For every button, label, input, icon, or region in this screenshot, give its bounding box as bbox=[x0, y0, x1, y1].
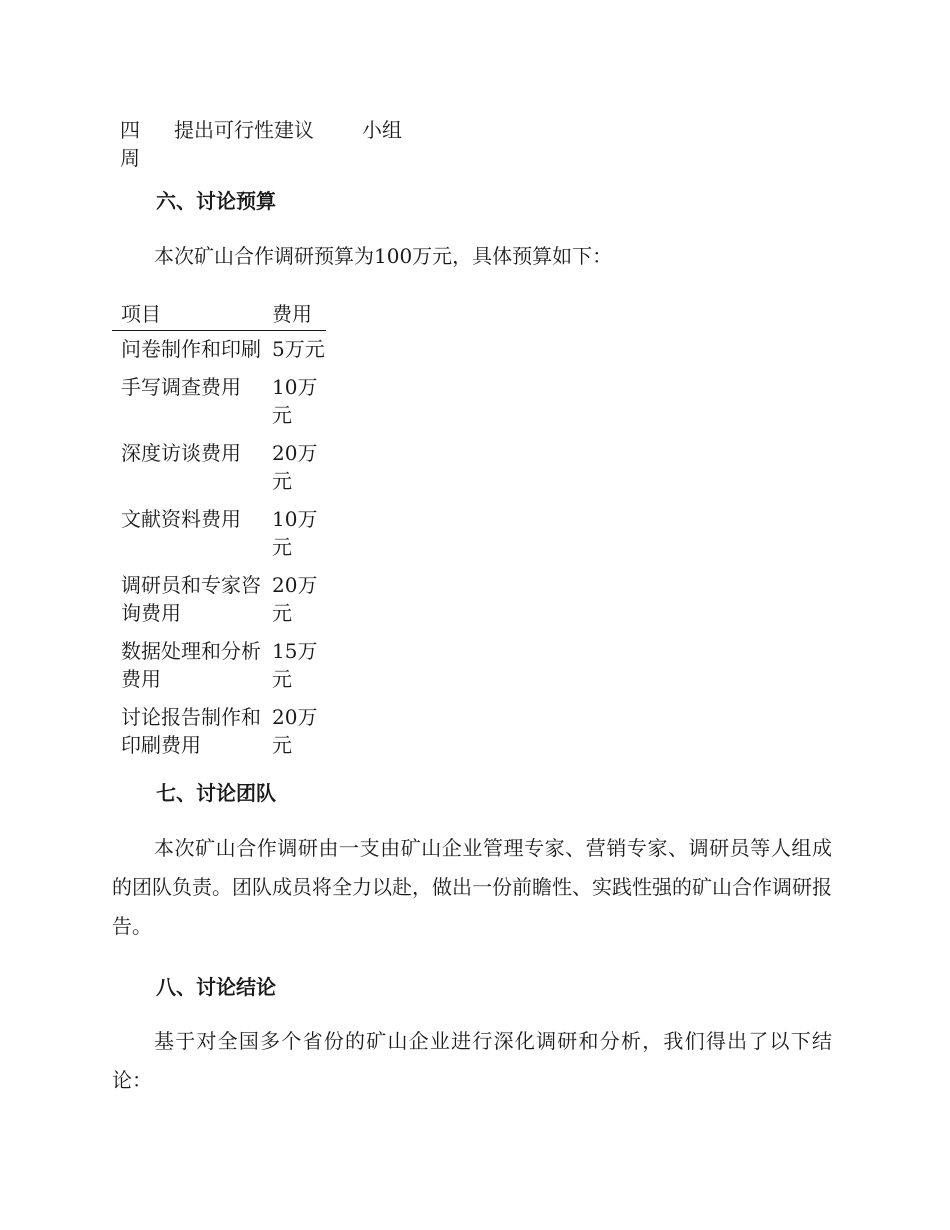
budget-fee: 20万元 bbox=[272, 705, 318, 757]
budget-table bbox=[112, 298, 326, 765]
budget-item: 文献资料费用 bbox=[121, 507, 241, 531]
table-row bbox=[112, 331, 326, 370]
schedule-owner: 小组 bbox=[362, 118, 402, 142]
section-heading-conclusion: 八、讨论结论 bbox=[156, 975, 276, 999]
budget-item: 深度访谈费用 bbox=[121, 441, 241, 465]
budget-fee: 10万元 bbox=[272, 375, 318, 427]
budget-fee: 20万元 bbox=[272, 573, 318, 625]
budget-table-header-row bbox=[112, 298, 326, 331]
schedule-week: 四周 bbox=[120, 118, 140, 170]
team-paragraph: 本次矿山合作调研由一支由矿山企业管理专家、营销专家、调研员等人组成的团队负责。团队成员将全力以赴，做出一份前瞻性、实践性强的矿山合作调研报告。 bbox=[112, 836, 832, 938]
budget-item: 数据处理和分析费用 bbox=[121, 639, 261, 691]
conclusion-paragraph: 基于对全国多个省份的矿山企业进行深化调研和分析，我们得出了以下结论： bbox=[112, 1029, 832, 1092]
table-row bbox=[112, 567, 326, 633]
schedule-task: 提出可行性建议 bbox=[174, 118, 314, 142]
budget-fee: 20万元 bbox=[272, 441, 318, 493]
budget-fee: 15万元 bbox=[272, 639, 318, 691]
table-row bbox=[112, 369, 326, 435]
budget-item: 讨论报告制作和印刷费用 bbox=[121, 705, 261, 757]
budget-item: 问卷制作和印刷 bbox=[121, 337, 261, 361]
section-heading-team: 七、讨论团队 bbox=[156, 781, 276, 805]
budget-intro-paragraph: 本次矿山合作调研预算为100万元，具体预算如下： bbox=[154, 244, 613, 268]
table-row bbox=[112, 435, 326, 501]
budget-header-item: 项目 bbox=[112, 298, 263, 331]
budget-item: 手写调查费用 bbox=[121, 375, 241, 399]
table-row bbox=[112, 633, 326, 699]
section-heading-budget: 六、讨论预算 bbox=[156, 189, 276, 213]
budget-header-fee: 费用 bbox=[263, 298, 326, 331]
budget-fee: 5万元 bbox=[272, 337, 325, 361]
table-row bbox=[112, 699, 326, 765]
schedule-row bbox=[120, 116, 440, 176]
table-row bbox=[112, 501, 326, 567]
budget-item: 调研员和专家咨询费用 bbox=[121, 573, 261, 625]
budget-fee: 10万元 bbox=[272, 507, 318, 559]
